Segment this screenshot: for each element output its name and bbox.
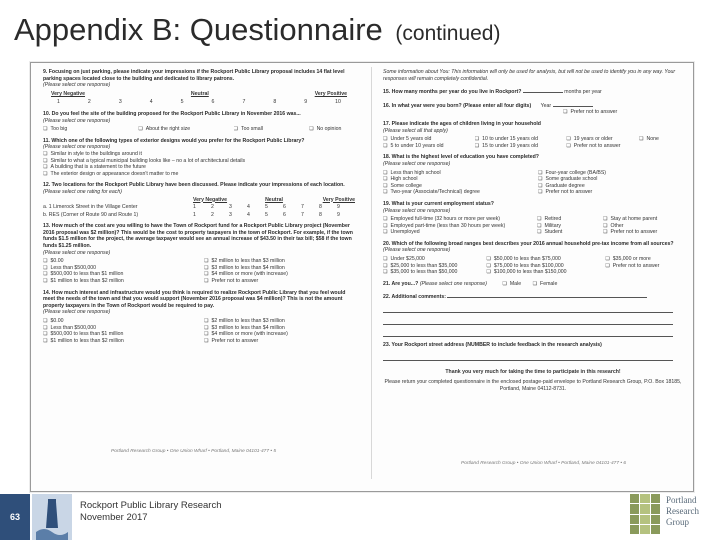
question-14 — [43, 290, 355, 345]
rating-option[interactable]: 8 — [319, 211, 322, 218]
question-11 — [43, 138, 355, 178]
question-text: 18. What is the highest level of education you have completed? — [383, 154, 539, 161]
checkbox-option[interactable]: ❏ $100,000 to less than $150,000 — [486, 269, 595, 276]
grid-icon — [630, 494, 660, 534]
question-17 — [383, 121, 683, 149]
comments-input[interactable] — [447, 292, 647, 298]
rating-option[interactable]: 2 — [211, 204, 214, 211]
rating-option[interactable]: 9 — [337, 211, 340, 218]
column-divider — [371, 67, 372, 479]
page-number: 63 — [0, 494, 30, 540]
question-text: 16. In what year were you born? (Please enter all four digits) — [383, 102, 532, 109]
checkbox-option[interactable]: ❏ Prefer not to answer — [538, 189, 683, 196]
rating-option[interactable]: 1 — [57, 99, 60, 106]
question-text: 12. Two locations for the Rockport Public Library have been discussed. Please indicate your impressions of each location. — [43, 182, 345, 189]
title-suffix: (continued) — [395, 22, 501, 45]
rating-option[interactable]: 4 — [149, 99, 153, 106]
rating-option[interactable]: 5 — [180, 99, 184, 106]
checkbox-option[interactable]: ❏ Military — [537, 223, 593, 230]
footer-text — [80, 500, 222, 524]
scale-label: Very Positive — [314, 90, 347, 97]
checkbox-option[interactable]: ❏ No opinion — [309, 126, 355, 133]
checkbox-option[interactable]: ❏ Less than high school — [383, 170, 528, 177]
checkbox-option[interactable]: ❏ A building that is a statement to the future — [43, 164, 355, 171]
checkbox-option[interactable]: ❏ Less than $500,000 — [43, 325, 194, 332]
checkbox-option[interactable]: ❏ Prefer not to answer — [605, 263, 683, 270]
checkbox-option[interactable]: ❏ Male — [502, 281, 521, 287]
checkbox-option[interactable]: ❏ $3 million to less than $4 million — [204, 325, 355, 332]
checkbox-option[interactable]: ❏ $25,000 to less than $35,000 — [383, 263, 476, 270]
checkbox-option[interactable]: ❏ Prefer not to answer — [204, 338, 355, 345]
checkbox-option[interactable]: ❏ Some graduate school — [538, 176, 683, 183]
comments-input-line[interactable] — [383, 331, 673, 337]
checkbox-option[interactable]: ❏ Prefer not to answer — [603, 229, 683, 236]
checkbox-option[interactable]: ❏ Student — [537, 229, 593, 236]
rating-option[interactable]: 1 — [193, 204, 196, 211]
question-hint: (Please select one response) — [43, 117, 111, 124]
checkbox-option[interactable]: ❏ $4 million or more (with increase) — [204, 271, 355, 278]
rating-row-label: a. 1 Limerock Street in the Village Center — [43, 204, 138, 211]
rating-option[interactable]: 6 — [211, 99, 215, 106]
checkbox-option[interactable]: ❏ Similar to what a typical municipal building looks like – no a lot of architectural details — [43, 158, 355, 165]
question-text: 13. How much of the cost are you willing to have the Town of Rockport fund for a Rockport Public Library project (November 2016 proposal was $2 million)? This would be the cost to property taxpayers in the town of Rockport. For example, if the town funds $1.5 million for the project, the average taxpayer would see an annual increase of $43.50 in their tax bill; $58 if the town funds $1.25 million. — [43, 223, 353, 250]
checkbox-option[interactable]: ❏ Four-year college (BA/BS) — [538, 170, 683, 177]
rating-row — [43, 212, 355, 219]
checkbox-option[interactable]: ❏ Prefer not to answer — [563, 109, 683, 116]
scale-labels — [43, 197, 355, 204]
logo-line: Portland — [666, 495, 697, 505]
left-column — [43, 69, 355, 349]
logo-line: Group — [666, 517, 689, 527]
scale-label: Neutral — [265, 196, 283, 203]
checkbox-option[interactable]: ❏ $3 million to less than $4 million — [204, 265, 355, 272]
question-text: 20. Which of the following broad ranges best describes your 2016 annual household pre-tax income from all sources? — [383, 240, 674, 247]
year-label: Year — [540, 102, 552, 109]
checkbox-option[interactable]: ❏ Some college — [383, 183, 528, 190]
rating-option[interactable]: 3 — [229, 204, 232, 211]
rating-option[interactable]: 5 — [265, 211, 268, 218]
question-hint: (Please select one response) — [43, 144, 111, 151]
checkbox-option[interactable]: ❏ 19 years or older — [566, 136, 629, 143]
question-text: 21. Are you...? — [383, 280, 419, 287]
checkbox-option[interactable]: ❏ Prefer not to answer — [204, 278, 355, 285]
comments-input-line[interactable] — [383, 307, 673, 313]
options — [43, 318, 355, 344]
question-text: 10. Do you feel the site of the building proposed for the Rockport Public Library in November 2016 was... — [43, 110, 301, 117]
input-suffix: months per year — [564, 89, 602, 96]
rating-option[interactable]: 5 — [265, 204, 268, 211]
title-text: Appendix B: Questionnaire — [14, 12, 383, 47]
question-hint: (Please select one response) — [43, 309, 111, 316]
question-text: 11. Which one of the following types of exterior designs would you prefer for the Rockport Public Library? — [43, 137, 305, 144]
rating-option[interactable]: 9 — [304, 99, 308, 106]
question-9 — [43, 69, 355, 106]
checkbox-option[interactable]: ❏ $4 million or more (with increase) — [204, 331, 355, 338]
checkbox-option[interactable]: ❏ Graduate degree — [538, 183, 683, 190]
question-23 — [383, 342, 683, 361]
checkbox-option[interactable]: ❏ The exterior design or appearance doesn't matter to me — [43, 171, 355, 178]
months-input[interactable] — [523, 87, 563, 93]
rating-option[interactable]: 2 — [211, 211, 214, 218]
right-page-footer: Portland Research Group • One Union Wharf • Portland, Maine 04101-477 • 6 — [461, 461, 627, 466]
question-16 — [383, 101, 683, 116]
question-text: 14. How much interest and infrastructure would you think is required to realize Rockport Public Library that you feel would meet the needs of the town and that you would support (November 2016 proposal was $4 million)? This is not the amount property taxpayers in the Town of Rockport would be required to pay. — [43, 289, 346, 309]
rating-option[interactable]: 6 — [283, 211, 286, 218]
rating-option[interactable]: 3 — [118, 99, 122, 106]
rating-option[interactable]: 8 — [319, 204, 322, 211]
question-text: 22. Additional comments: — [383, 294, 446, 301]
portland-research-logo — [630, 494, 714, 534]
lighthouse-icon — [32, 494, 72, 540]
right-column — [383, 69, 683, 392]
options — [383, 170, 683, 196]
options — [43, 126, 355, 133]
checkbox-option[interactable]: ❏ Retired — [537, 216, 593, 223]
question-hint: (Please select all that apply) — [383, 127, 448, 134]
address-input[interactable] — [383, 355, 673, 361]
checkbox-option[interactable]: ❏ $500,000 to less than $1 million — [43, 331, 194, 338]
rating-option[interactable]: 2 — [87, 99, 91, 106]
scale-label: Neutral — [190, 90, 209, 97]
rating-option[interactable]: 6 — [283, 204, 286, 211]
checkbox-option[interactable]: ❏ 10 to under 15 years old — [475, 136, 557, 143]
checkbox-option[interactable]: ❏ $1 million to less than $2 million — [43, 278, 194, 285]
checkbox-option[interactable]: ❏ Too big — [43, 126, 128, 133]
library-logo — [32, 494, 72, 540]
scale-labels — [43, 91, 355, 98]
checkbox-option[interactable]: ❏ Prefer not to answer — [566, 143, 629, 150]
scale-label: Very Negative — [193, 196, 228, 203]
scale-label: Very Negative — [51, 90, 86, 97]
question-10 — [43, 111, 355, 133]
checkbox-option[interactable]: ❏ $0.00 — [43, 318, 194, 325]
checkbox-option[interactable]: ❏ High school — [383, 176, 528, 183]
year-input[interactable] — [553, 101, 593, 107]
checkbox-option[interactable]: ❏ $0.00 — [43, 258, 194, 265]
question-12 — [43, 182, 355, 218]
rating-option[interactable]: 4 — [247, 211, 250, 218]
checkbox-option[interactable]: ❏ $2 million to less than $3 million — [204, 258, 355, 265]
footer-line: November 2017 — [80, 512, 148, 523]
checkbox-option[interactable]: ❏ Female — [533, 281, 558, 287]
question-13 — [43, 223, 355, 284]
page-title — [14, 12, 500, 48]
left-page-footer: Portland Research Group • One Union Wharf • Portland, Maine 04101-477 • 5 — [111, 449, 277, 454]
checkbox-option[interactable]: ❏ Unemployed — [383, 229, 527, 236]
rating-option[interactable]: 9 — [337, 204, 340, 211]
slide-footer — [0, 494, 720, 540]
rating-scale — [43, 99, 355, 106]
checkbox-option[interactable]: ❏ Other — [603, 223, 683, 230]
intro-paragraph: Some information about You: This information will only be used for analysis, but will not be used to identify you in any way. Your responses will remain completely confidential. — [383, 69, 676, 82]
checkbox-option[interactable]: ❏ $500,000 to less than $1 million — [43, 271, 194, 278]
question-hint: (Please select one response) — [383, 160, 451, 167]
question-text: 15. How many months per year do you live in Rockport? — [383, 89, 522, 96]
checkbox-option[interactable]: ❏ $75,000 to less than $100,000 — [486, 263, 595, 270]
question-text: 9. Focusing on just parking, please indicate your impressions if the Rockport Public Library proposal includes 14 flat level parking spaces located close to the building and dedicated to library patrons. — [43, 69, 345, 82]
question-hint: (Please select one response) — [383, 207, 451, 214]
checkbox-option[interactable]: ❏ Employed part-time (less than 30 hours per week) — [383, 223, 527, 230]
checkbox-option[interactable]: ❏ 5 to under 10 years old — [383, 143, 465, 150]
question-22 — [383, 292, 683, 337]
rating-row-label: b. RES (Corner of Route 90 and Route 1) — [43, 211, 139, 218]
checkbox-option[interactable]: ❏ Under $25,000 — [383, 256, 476, 263]
question-hint: (Please select one response) — [383, 247, 451, 254]
checkbox-option[interactable]: ❏ None — [639, 136, 683, 143]
checkbox-option[interactable]: ❏ Similar in style to the buildings around it — [43, 151, 355, 158]
checkbox-option[interactable]: ❏ $1 million to less than $2 million — [43, 338, 194, 345]
rating-option[interactable]: 4 — [247, 204, 250, 211]
rating-row — [43, 204, 355, 211]
logo-line: Research — [666, 506, 699, 516]
questionnaire-scan — [30, 62, 694, 492]
intro-text — [383, 69, 683, 82]
checkbox-option[interactable]: ❏ Two-year (Associate/Technical) degree — [383, 189, 528, 196]
question-hint: (Please select one response) — [43, 249, 111, 256]
question-18 — [383, 154, 683, 196]
rating-option[interactable]: 8 — [273, 99, 277, 106]
question-text: 19. What is your current employment status? — [383, 200, 494, 207]
scale-label: Very Positive — [322, 196, 355, 203]
rating-option[interactable]: 7 — [301, 204, 304, 211]
checkbox-option[interactable]: ❏ About the right size — [138, 126, 223, 133]
rating-option[interactable]: 7 — [242, 99, 246, 106]
return-instructions: Please return your completed questionnaire in the enclosed postage-paid envelope to Portland Research Group, P.O. Box 18185, Portland, Maine 04112-8731. — [384, 379, 682, 392]
question-hint: (Please select one response) — [43, 82, 111, 89]
options — [383, 216, 683, 236]
options — [383, 256, 683, 276]
checkbox-option[interactable]: ❏ Under 5 years old — [383, 136, 465, 143]
checkbox-option[interactable]: ❏ 15 to under 19 years old — [475, 143, 557, 150]
rating-option[interactable]: 7 — [301, 211, 304, 218]
question-20 — [383, 241, 683, 276]
checkbox-option[interactable]: ❏ Stay at home parent — [603, 216, 683, 223]
checkbox-option[interactable]: ❏ Too small — [234, 126, 300, 133]
checkbox-option[interactable]: ❏ $50,000 to less than $75,000 — [486, 256, 595, 263]
footer-line: Rockport Public Library Research — [80, 500, 222, 511]
checkbox-option[interactable]: ❏ $35,000 or more — [605, 256, 683, 263]
checkbox-option[interactable]: ❏ $2 million to less than $3 million — [204, 318, 355, 325]
question-hint: (Please select one rating for each) — [43, 188, 123, 195]
checkbox-option[interactable]: ❏ $35,000 to less than $50,000 — [383, 269, 476, 276]
checkbox-option[interactable]: ❏ Less than $500,000 — [43, 265, 194, 272]
options — [43, 258, 355, 284]
question-21 — [383, 281, 683, 288]
rating-option[interactable]: 1 — [193, 211, 196, 218]
checkbox-option[interactable]: ❏ Employed full-time (32 hours or more per week) — [383, 216, 527, 223]
rating-option[interactable]: 3 — [229, 211, 232, 218]
thank-you-note: Thank you very much for taking the time to participate in this research! — [445, 368, 621, 375]
question-text: 17. Please indicate the ages of children living in your household — [383, 120, 541, 127]
rating-option[interactable]: 10 — [335, 99, 341, 106]
logo-text — [666, 495, 699, 528]
question-19 — [383, 201, 683, 236]
question-15 — [383, 87, 683, 96]
options — [383, 136, 683, 149]
comments-input-line[interactable] — [383, 319, 673, 325]
question-text: 23. Your Rockport street address (NUMBER to include feedback in the research analysis) — [383, 342, 602, 349]
question-hint: (Please select one response) — [419, 280, 487, 287]
